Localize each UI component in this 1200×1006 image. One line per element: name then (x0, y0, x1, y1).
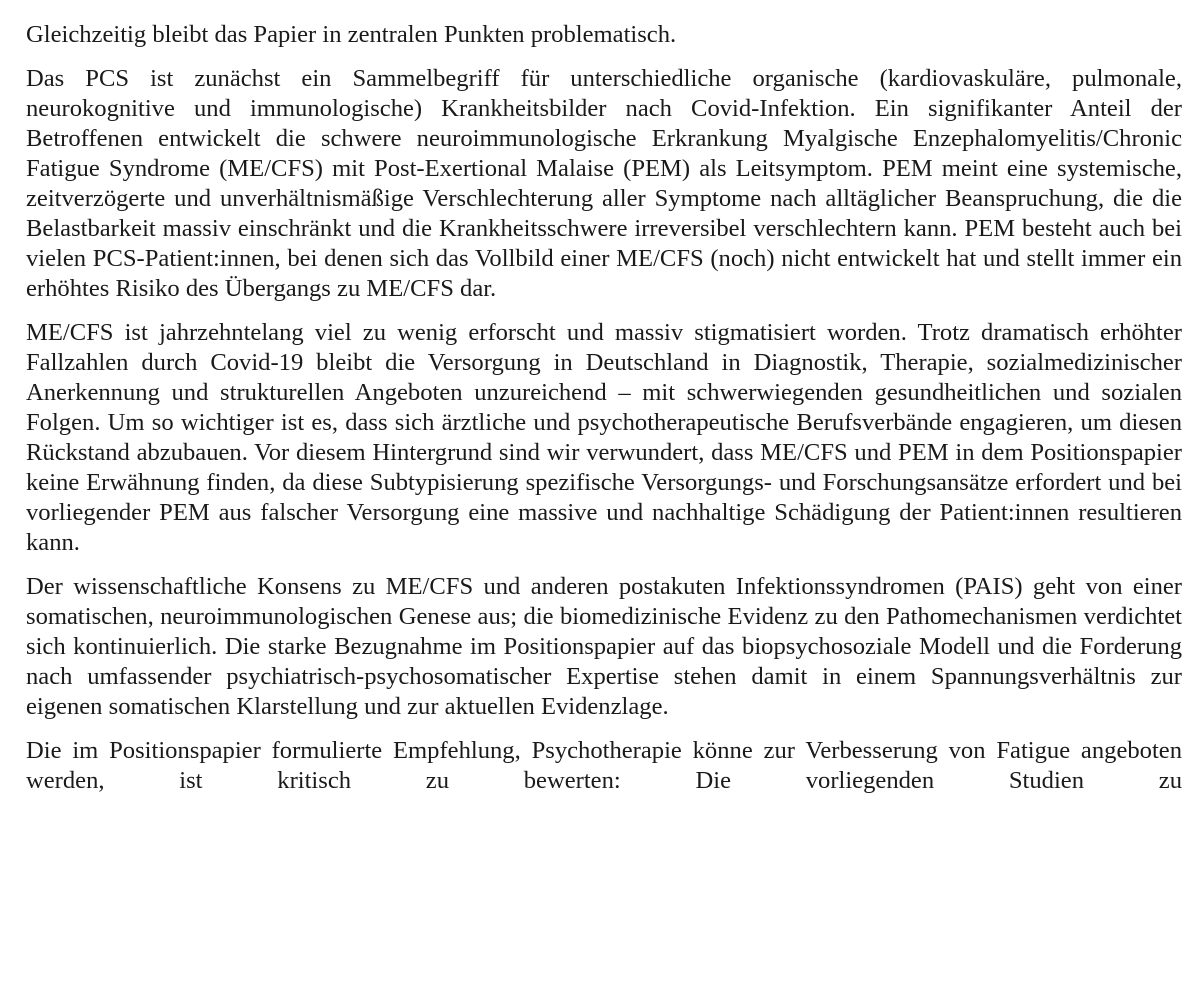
document-body (26, 20, 1182, 810)
paragraph-intro: Gleichzeitig bleibt das Papier in zentralen Punkten problematisch. (26, 21, 677, 48)
paragraph-consensus: Der wissenschaftliche Konsens zu ME/CFS und anderen postakuten Infektionssyndromen (PAIS) geht von einer somatischen, neuroimmunologischen Genese aus; die biomedizinische Evidenz zu den Pathomechanismen verdichtet sich kontinuierlich. Die starke Bezugnahme im Positionspapier auf das biopsychosoziale Modell und die Forderung nach umfassender psychiatrisch-psychosomatischer Expertise stehen damit in einem Spannungsverhältnis zur eigenen somatischen Klarstellung und zur aktuellen Evidenzlage. (26, 573, 1182, 720)
paragraph-pcs: Das PCS ist zunächst ein Sammelbegriff für unterschiedliche organische (kardiovaskuläre, pulmonale, neurokognitive und immunologische) Krankheitsbilder nach Covid-Infektion. Ein signifikanter Anteil der Betroffenen entwickelt die schwere neuroimmunologische Erkrankung Myalgische Enzephalomyelitis/Chronic Fatigue Syndrome (ME/CFS) mit Post-Exertional Malaise (PEM) als Leitsymptom. PEM meint eine systemische, zeitverzögerte und unverhältnismäßige Verschlechterung aller Symptome nach alltäglicher Beanspruchung, die die Belastbarkeit massiv einschränkt und die Krankheitsschwere irreversibel verschlechtern kann. PEM besteht auch bei vielen PCS-Patient:innen, bei denen sich das Vollbild einer ME/CFS (noch) nicht entwickelt hat und stellt immer ein erhöhtes Risiko des Übergangs zu ME/CFS dar. (26, 65, 1182, 302)
paragraph-mecfs: ME/CFS ist jahrzehntelang viel zu wenig erforscht und massiv stigmatisiert worden. Trotz dramatisch erhöhter Fallzahlen durch Covid-19 bleibt die Versorgung in Deutschland in Diagnostik, Therapie, sozialmedizinischer Anerkennung und strukturellen Angeboten unzureichend – mit schwerwiegenden gesundheitlichen und sozialen Folgen. Um so wichtiger ist es, dass sich ärztliche und psychotherapeutische Berufsverbände engagieren, um diesen Rückstand abzubauen. Vor diesem Hintergrund sind wir verwundert, dass ME/CFS und PEM in dem Positionspapier keine Erwähnung finden, da diese Subtypisierung spezifische Versorgungs- und Forschungsansätze erfordert und bei vorliegender PEM aus falscher Versorgung eine massive und nachhaltige Schädigung der Patient:innen resultieren kann. (26, 319, 1182, 556)
paragraph-psychotherapy: Die im Positionspapier formulierte Empfehlung, Psychotherapie könne zur Verbesserung von Fatigue angeboten werden, ist kritisch zu bewerten: Die vorliegenden Studien zu (26, 737, 1182, 794)
